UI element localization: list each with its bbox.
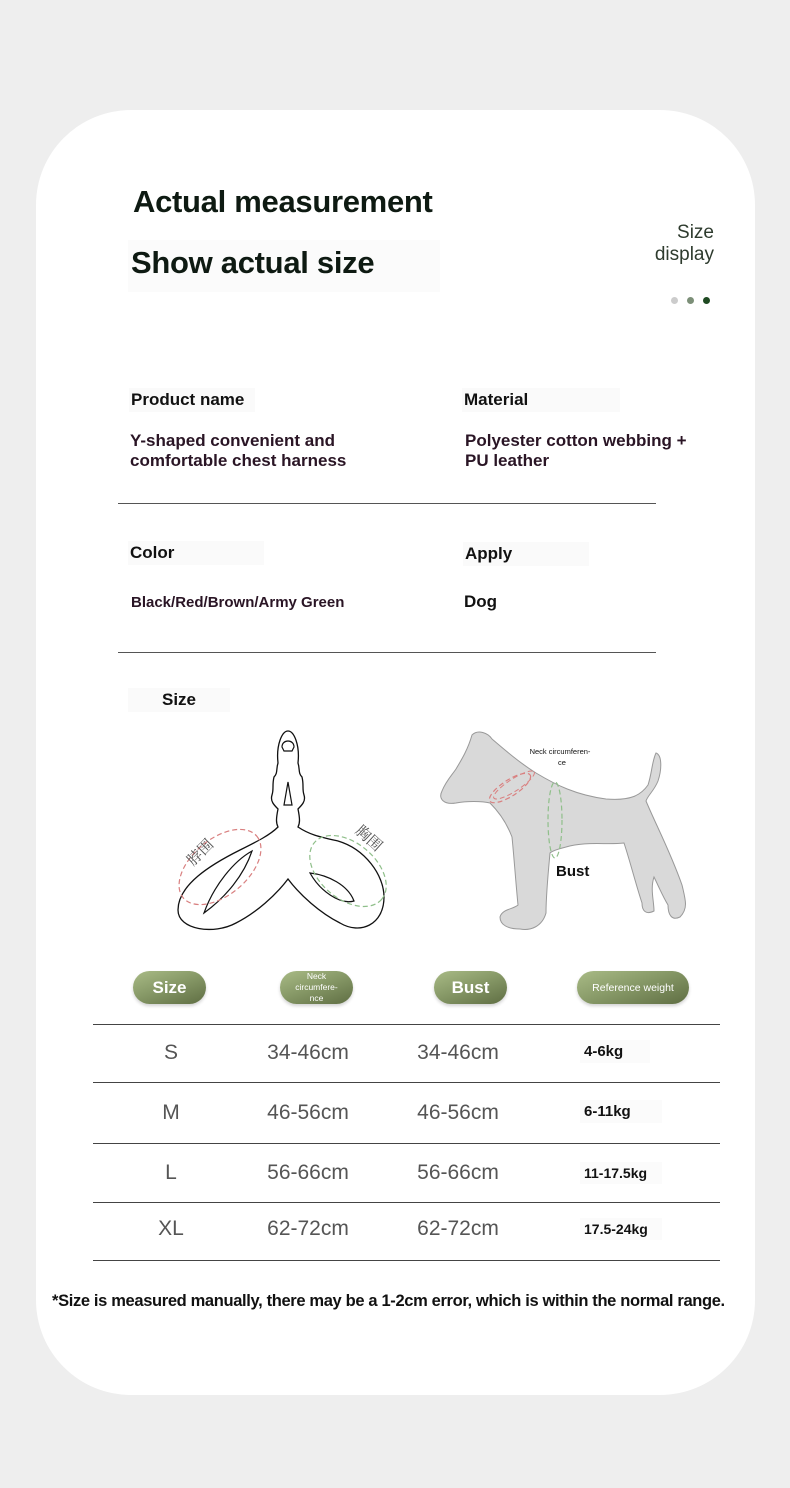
header-pill-reference-weight: Reference weight — [577, 971, 689, 1004]
cell-bust: 62-72cm — [417, 1217, 499, 1240]
cell-bust: 34-46cm — [417, 1041, 499, 1064]
header-pill-neck-line: circumfere- — [295, 982, 338, 992]
header-pill-size: Size — [133, 971, 206, 1004]
spec-label-material: Material — [462, 388, 620, 412]
cell-weight: 6-11kg — [580, 1100, 662, 1123]
spec-value-color: Black/Red/Brown/Army Green — [131, 594, 345, 611]
spec-label-product-name: Product name — [129, 388, 255, 412]
spec-value-line: Polyester cotton webbing + — [465, 431, 687, 450]
page-subtitle: Show actual size — [131, 245, 375, 280]
harness-right-slot — [310, 873, 354, 902]
cell-size: S — [163, 1041, 178, 1064]
size-section-label: Size — [128, 688, 230, 712]
chest-measure-ellipse — [296, 821, 399, 920]
spec-label-apply: Apply — [463, 542, 589, 566]
divider — [118, 652, 656, 653]
header-pill-neck-line: nce — [309, 993, 324, 1003]
dog-neck-label: Neck circumferen- — [529, 747, 591, 756]
spec-label-color: Color — [128, 541, 264, 565]
spec-value-product-name — [130, 431, 346, 471]
table-rule — [93, 1143, 720, 1144]
header-pill-bust: Bust — [434, 971, 507, 1004]
page-dot-1[interactable] — [671, 297, 678, 304]
page-title: Actual measurement — [133, 184, 433, 219]
harness-center-slot — [284, 782, 292, 805]
header-pill-neck-line: Neck — [306, 971, 327, 981]
cell-size: M — [162, 1101, 180, 1124]
size-display-line2: display — [654, 244, 714, 265]
page-subtitle-box — [128, 240, 440, 292]
chest-label-cn: 胸围 — [351, 821, 387, 855]
cell-weight: 11-17.5kg — [580, 1162, 662, 1184]
table-rule — [93, 1260, 720, 1261]
size-display-line1: Size — [677, 222, 714, 243]
cell-neck: 56-66cm — [267, 1161, 349, 1184]
dog-bust-label: Bust — [556, 863, 590, 880]
size-display-label — [594, 222, 714, 266]
page-dot-3-active[interactable] — [703, 297, 710, 304]
cell-neck: 34-46cm — [267, 1041, 349, 1064]
cell-neck: 46-56cm — [267, 1101, 349, 1124]
table-rule — [93, 1082, 720, 1083]
table-rule — [93, 1202, 720, 1203]
spec-value-line: PU leather — [465, 451, 550, 470]
dog-neck-label-2: ce — [558, 758, 566, 767]
footnote: *Size is measured manually, there may be a 1-2cm error, which is within the normal range. — [52, 1292, 725, 1310]
spec-value-line: comfortable chest harness — [130, 451, 347, 470]
cell-bust: 46-56cm — [417, 1101, 499, 1124]
header-pill-neck — [280, 971, 353, 1004]
neck-label-cn: 脖围 — [183, 835, 218, 870]
cell-size: L — [165, 1161, 177, 1184]
neck-measure-ellipse — [170, 815, 275, 920]
cell-neck: 62-72cm — [267, 1217, 349, 1240]
spec-value-apply: Dog — [464, 592, 498, 611]
page-dot-2[interactable] — [687, 297, 694, 304]
spec-value-material — [465, 431, 687, 471]
cell-weight: 4-6kg — [580, 1040, 650, 1063]
dog-diagram — [436, 725, 691, 940]
cell-weight: 17.5-24kg — [580, 1218, 662, 1240]
table-rule — [93, 1024, 720, 1025]
harness-diagram — [170, 725, 400, 945]
spec-value-line: Y-shaped convenient and — [130, 431, 335, 450]
divider — [118, 503, 656, 504]
cell-size: XL — [158, 1217, 184, 1240]
harness-top-loop — [282, 741, 294, 751]
cell-bust: 56-66cm — [417, 1161, 499, 1184]
